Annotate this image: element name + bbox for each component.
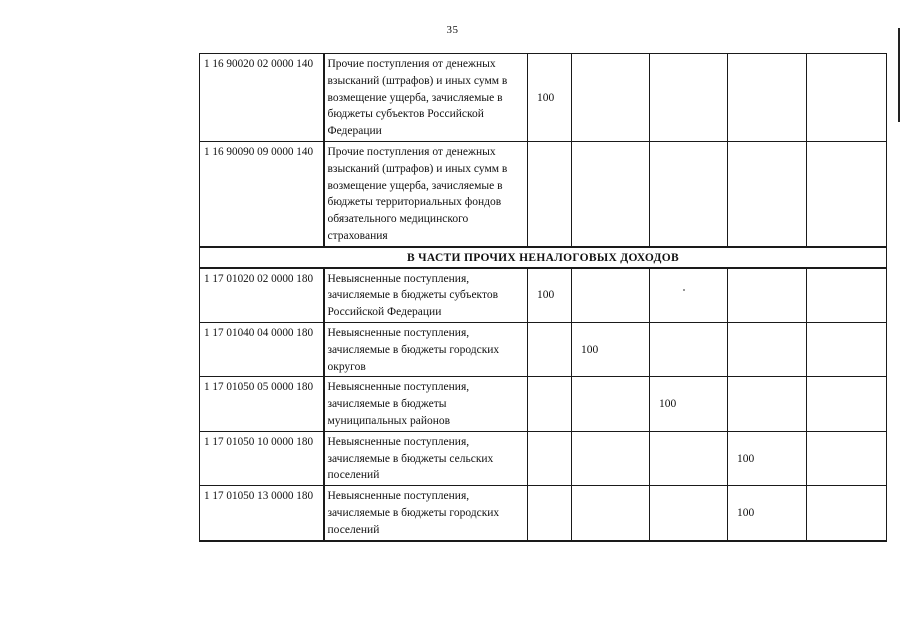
percent-value-cell	[572, 268, 650, 323]
income-description-cell: Невыясненные поступления, зачисляемые в бюджеты сельских поселений	[324, 431, 528, 485]
percent-value-cell	[650, 486, 728, 541]
percent-value-cell	[650, 141, 728, 246]
income-description-cell: Прочие поступления от денежных взысканий (штрафов) и иных сумм в возмещение ущерба, зачисляемые в бюджеты территориальных фондов обязательного медицинского страхования	[324, 141, 528, 246]
percent-value-cell	[650, 54, 728, 142]
table-row	[200, 322, 887, 376]
percent-value-cell	[650, 268, 728, 323]
budget-code-cell: 1 17 01050 10 0000 180	[200, 431, 324, 485]
income-description-cell: Невыясненные поступления, зачисляемые в бюджеты субъектов Российской Федерации	[324, 268, 528, 323]
table-row	[200, 431, 887, 485]
percent-value-cell	[650, 322, 728, 376]
percent-value-cell	[572, 54, 650, 142]
percent-value-cell	[528, 141, 572, 246]
table-section	[200, 247, 887, 268]
percent-value-cell	[728, 377, 807, 431]
revenue-distribution-table	[199, 53, 887, 542]
budget-code-cell: 1 17 01040 04 0000 180	[200, 322, 324, 376]
page-number: 35	[446, 24, 459, 36]
percent-value-cell	[728, 54, 807, 142]
section-heading: В ЧАСТИ ПРОЧИХ НЕНАЛОГОВЫХ ДОХОДОВ	[200, 247, 887, 268]
table-row	[200, 268, 887, 323]
income-description-cell: Невыясненные поступления, зачисляемые в бюджеты муниципальных районов	[324, 377, 528, 431]
page-edge-line	[898, 28, 900, 122]
percent-value-cell	[728, 322, 807, 376]
percent-value-cell	[807, 322, 887, 376]
table-body-after-section	[200, 268, 887, 541]
percent-value-cell	[572, 431, 650, 485]
percent-value-cell	[572, 377, 650, 431]
percent-value-cell	[528, 322, 572, 376]
percent-value-cell: 100	[528, 268, 572, 323]
percent-value-cell	[807, 377, 887, 431]
percent-value-cell	[807, 268, 887, 323]
income-description-cell: Невыясненные поступления, зачисляемые в бюджеты городских округов	[324, 322, 528, 376]
percent-value-cell	[807, 54, 887, 142]
table-body-before-section	[200, 54, 887, 247]
section-header-row	[200, 247, 887, 268]
budget-code-cell: 1 16 90090 09 0000 140	[200, 141, 324, 246]
percent-value-cell: 100	[650, 377, 728, 431]
scan-speck	[683, 289, 685, 291]
table-row	[200, 377, 887, 431]
percent-value-cell	[528, 486, 572, 541]
percent-value-cell	[572, 141, 650, 246]
percent-value-cell	[728, 141, 807, 246]
table-row	[200, 486, 887, 541]
budget-code-cell: 1 17 01050 05 0000 180	[200, 377, 324, 431]
percent-value-cell	[528, 377, 572, 431]
percent-value-cell	[650, 431, 728, 485]
table-row	[200, 54, 887, 142]
percent-value-cell: 100	[528, 54, 572, 142]
budget-code-cell: 1 17 01020 02 0000 180	[200, 268, 324, 323]
table-row	[200, 141, 887, 246]
income-description-cell: Невыясненные поступления, зачисляемые в бюджеты городских поселений	[324, 486, 528, 541]
budget-code-cell: 1 17 01050 13 0000 180	[200, 486, 324, 541]
income-description-cell: Прочие поступления от денежных взысканий (штрафов) и иных сумм в возмещение ущерба, зачисляемые в бюджеты субъектов Российской Федерации	[324, 54, 528, 142]
budget-code-cell: 1 16 90020 02 0000 140	[200, 54, 324, 142]
percent-value-cell	[572, 486, 650, 541]
percent-value-cell	[807, 141, 887, 246]
percent-value-cell: 100	[572, 322, 650, 376]
percent-value-cell: 100	[728, 486, 807, 541]
percent-value-cell	[807, 486, 887, 541]
percent-value-cell	[728, 268, 807, 323]
percent-value-cell	[528, 431, 572, 485]
percent-value-cell	[807, 431, 887, 485]
percent-value-cell: 100	[728, 431, 807, 485]
